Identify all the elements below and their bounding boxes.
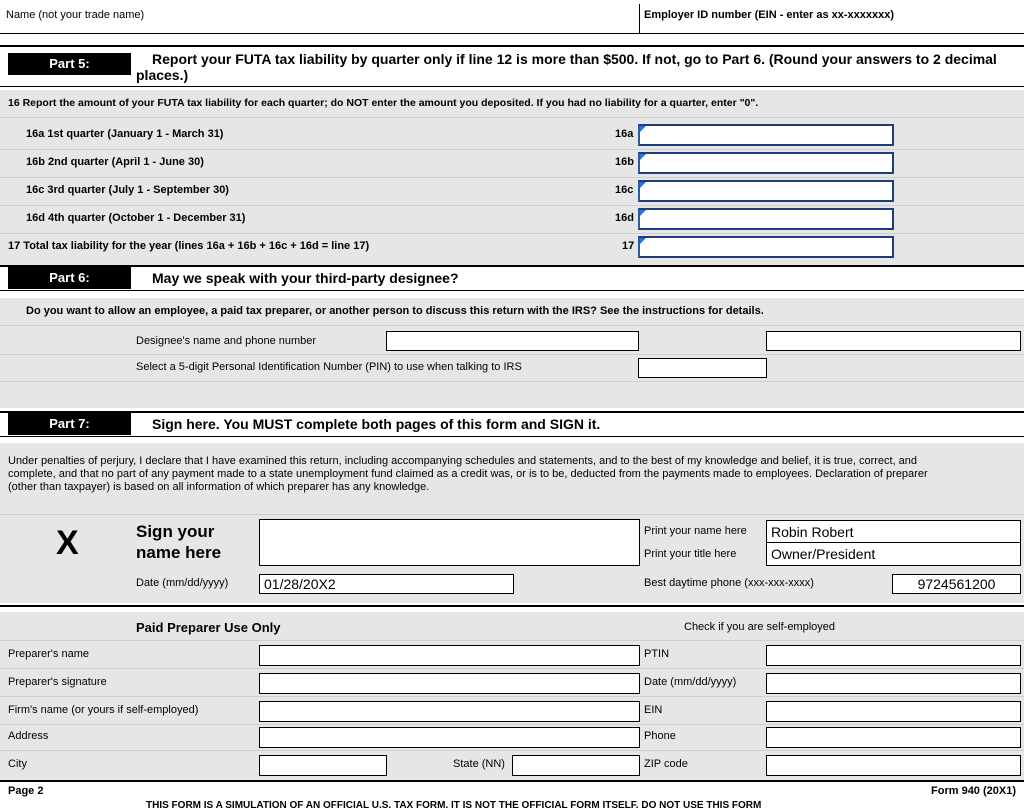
form-number: Form 940 (20X1) [931,785,1016,797]
pin-label: Select a 5-digit Personal Identification Number (PIN) to use when talking to IRS [136,361,522,373]
designee-label: Designee's name and phone number [136,335,317,347]
row-16a-label: 16a 1st quarter (January 1 - March 31) [26,128,224,140]
phone-label: Best daytime phone (xxx-xxx-xxxx) [644,577,814,589]
simulation-disclaimer: THIS FORM IS A SIMULATION OF AN OFFICIAL U.S. TAX FORM. IT IS NOT THE OFFICIAL FORM ITSELF. DO NOT USE THIS FORM [146,800,762,811]
part6-label: Part 6: [8,267,131,289]
quarter4-liability-input[interactable] [638,208,894,230]
quarter2-liability-input[interactable] [638,152,894,174]
preparer-phone-label: Phone [644,730,676,742]
preparer-phone-input[interactable] [766,727,1021,748]
row-16a-code: 16a [615,128,634,140]
city-label: City [8,758,27,770]
address-input[interactable] [259,727,640,748]
state-label: State (NN) [453,758,505,770]
state-input[interactable] [512,755,640,776]
designee-question: Do you want to allow an employee, a paid tax preparer, or another person to discuss this return with the IRS? See the instructions for details. [26,305,764,317]
part5-label: Part 5: [8,53,131,75]
pin-input[interactable] [638,358,767,378]
designee-phone-input[interactable] [766,331,1021,351]
row-17-code: 17 [622,240,635,252]
ptin-label: PTIN [644,648,670,660]
row-16c-code: 16c [615,184,634,196]
preparer-signature-label: Preparer's signature [8,676,107,688]
preparer-date-input[interactable] [766,673,1021,694]
footer-rule [0,780,1024,782]
name-label: Name (not your trade name) [6,9,145,21]
part5-bottom-rule [0,86,1024,87]
part6-title: May we speak with your third-party designee? [152,270,459,286]
header-divider [639,4,640,34]
ptin-input[interactable] [766,645,1021,666]
date-input[interactable]: 01/28/20X2 [259,574,514,594]
daytime-phone-input[interactable]: 9724561200 [892,574,1021,594]
page-number: Page 2 [8,785,44,797]
print-name-input[interactable]: Robin Robert [766,520,1021,543]
preparer-name-input[interactable] [259,645,640,666]
quarter3-liability-input[interactable] [638,180,894,202]
part6-top-rule [0,265,1024,267]
row-17-label: 17 Total tax liability for the year (lines 16a + 16b + 16c + 16d = line 17) [8,240,370,252]
signature-x-mark: X [56,524,79,562]
quarter1-liability-input[interactable] [638,124,894,146]
firm-ein-label: EIN [644,704,663,716]
declaration-line2: complete, and that no part of any payment made to a state unemployment fund claimed as a credit was, or is to be, deducted from the payments made to employees. Declaration of preparer [8,468,928,480]
part7-label: Part 7: [8,413,131,435]
part7-title: Sign here. You MUST complete both pages of this form and SIGN it. [152,416,601,432]
firm-name-input[interactable] [259,701,640,722]
row-16b-label: 16b 2nd quarter (April 1 - June 30) [26,156,204,168]
city-input[interactable] [259,755,387,776]
self-employed-label: Check if you are self-employed [684,621,836,633]
date-label: Date (mm/dd/yyyy) [136,577,229,589]
preparer-date-label: Date (mm/dd/yyyy) [644,676,737,688]
declaration-line3: (other than taxpayer) is based on all information of which preparer has any knowledge. [8,481,430,493]
preparer-name-label: Preparer's name [8,648,89,660]
line16-text: 16 Report the amount of your FUTA tax liability for each quarter; do NOT enter the amount you deposited. If you had no liability for a quarter, enter "0". [8,97,759,109]
row-16d-code: 16d [615,212,634,224]
row-16b-code: 16b [615,156,634,168]
part5-title-line2: places.) [136,67,189,83]
firm-name-label: Firm's name (or yours if self-employed) [8,704,199,716]
signature-input[interactable] [259,519,640,566]
ein-label: Employer ID number (EIN - enter as xx-xxxxxxx) [644,9,895,21]
print-name-label: Print your name here [644,525,747,537]
print-title-input[interactable]: Owner/President [766,542,1021,566]
row-16c-label: 16c 3rd quarter (July 1 - September 30) [26,184,229,196]
declaration-line1: Under penalties of perjury, I declare that I have examined this return, including accompanying schedules and statements, and to the best of my knowledge and belief, it is true, correct, and [8,455,918,467]
sign-label-line1: Sign your [136,522,215,541]
address-label: Address [8,730,49,742]
preparer-top-rule [0,605,1024,607]
print-title-label: Print your title here [644,548,737,560]
part5-top-rule [0,45,1024,47]
header-rule [0,33,1024,34]
preparer-signature-input[interactable] [259,673,640,694]
firm-ein-input[interactable] [766,701,1021,722]
row-16d-label: 16d 4th quarter (October 1 - December 31) [26,212,246,224]
total-liability-input[interactable] [638,236,894,258]
zip-label: ZIP code [644,758,688,770]
designee-name-input[interactable] [386,331,639,351]
sign-label-line2: name here [136,543,222,562]
part7-top-rule [0,411,1024,413]
part5-title-line1: Report your FUTA tax liability by quarter only if line 12 is more than $500. If not, go to Part 6. (Round your answers to 2 decimal [152,51,997,67]
zip-input[interactable] [766,755,1021,776]
preparer-title: Paid Preparer Use Only [136,620,281,635]
